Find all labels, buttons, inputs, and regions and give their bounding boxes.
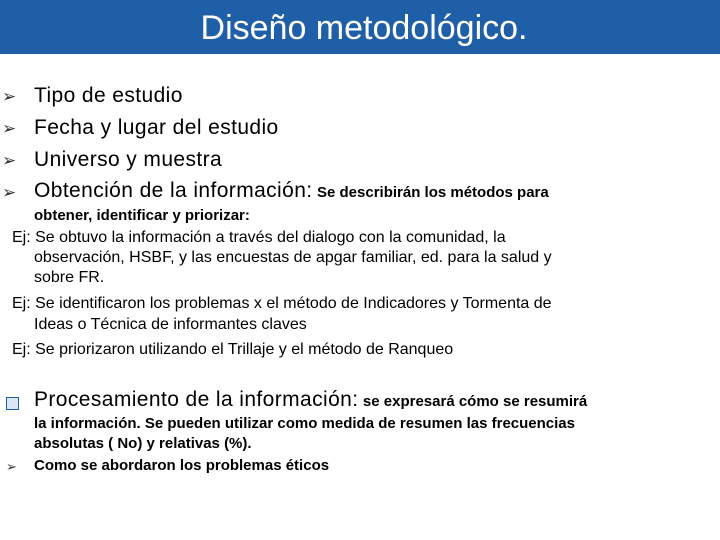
arrow-bullet-icon: ➢ — [2, 151, 17, 170]
arrow-bullet-icon: ➢ — [2, 87, 17, 106]
procesamiento-lead: Procesamiento de la información: — [34, 388, 359, 411]
procesamiento-rest: se expresará cómo se resumirá — [362, 393, 588, 410]
procesamiento-cont-2: absolutas ( No) y relativas (%). — [34, 435, 252, 452]
example-3-line-1: Ej: Se priorizaron utilizando el Trillaje y el método de Ranqueo — [12, 341, 454, 358]
checkbox-bullet-icon — [6, 397, 19, 410]
arrow-bullet-icon: ➢ — [2, 183, 17, 202]
arrow-bullet-icon: ➢ — [6, 459, 17, 474]
bullet-tipo: Tipo de estudio — [34, 84, 183, 107]
bullet-fecha: Fecha y lugar del estudio — [34, 116, 279, 139]
section-procesamiento — [34, 388, 587, 412]
bullet-universo: Universo y muestra — [34, 148, 223, 171]
example-1-line-1: Ej: Se obtuvo la información a través del dialogo con la comunidad, la — [12, 229, 506, 246]
bullet-obtencion — [34, 179, 549, 203]
example-1-line-3: sobre FR. — [34, 269, 105, 286]
bullet-eticos: Como se abordaron los problemas éticos — [34, 457, 330, 474]
example-2-line-2: Ideas o Técnica de informantes claves — [34, 316, 307, 333]
obtencion-cont: obtener, identificar y priorizar: — [34, 207, 250, 224]
arrow-bullet-icon: ➢ — [2, 119, 17, 138]
obtencion-rest: Se describirán los métodos para — [316, 184, 549, 201]
obtencion-lead: Obtención de la información: — [34, 179, 313, 202]
example-2-line-1: Ej: Se identificaron los problemas x el método de Indicadores y Tormenta de — [12, 295, 552, 312]
procesamiento-cont-1: la información. Se pueden utilizar como medida de resumen las frecuencias — [34, 415, 575, 432]
example-1-line-2: observación, HSBF, y las encuestas de apgar familiar, ed. para la salud y — [34, 249, 552, 266]
slide-title: Diseño metodológico. — [200, 9, 528, 47]
